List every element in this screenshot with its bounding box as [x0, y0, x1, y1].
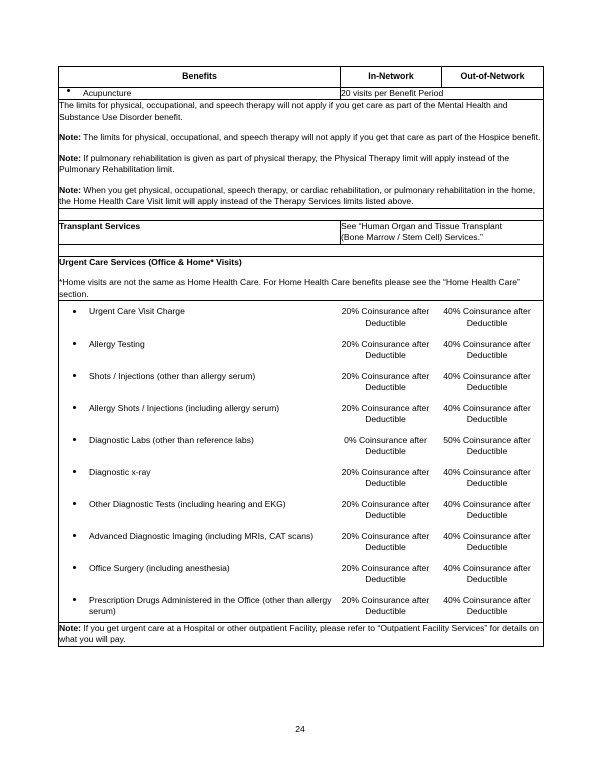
therapy-note-home [59, 185, 543, 208]
bullet-icon [73, 502, 76, 505]
service-out-of-network-value: 40% Coinsurance after Deductible [443, 562, 531, 585]
bullet-icon [73, 566, 76, 569]
service-row [65, 467, 538, 499]
service-name: Advanced Diagnostic Imaging (including MRIs, CAT scans) [89, 530, 314, 541]
therapy-paragraph-1 [59, 100, 543, 123]
section-spacer-row [59, 208, 544, 220]
transplant-value-line-1: See “Human Organ and Tissue Transplant [341, 220, 502, 231]
note-text: When you get physical, occupational, speech therapy, or cardiac rehabilitation, or pulmonary rehabilitation in the home, the Home Health Care Visit limit will apply instead of the Therapy Services limits listed above. [59, 184, 536, 207]
service-in-network-value: 20% Coinsurance after Deductible [341, 562, 430, 585]
transplant-value-line-2: (Bone Marrow / Stem Cell) Services.” [341, 232, 483, 243]
acupuncture-bullet-list [59, 88, 340, 100]
bullet-icon [73, 374, 76, 377]
note-label: Note: [59, 152, 81, 163]
service-name-cell [65, 403, 335, 435]
acupuncture-benefit-cell [59, 87, 341, 100]
acupuncture-value: 20 visits per Benefit Period [341, 87, 444, 98]
service-in-network-value: 20% Coinsurance after Deductible [341, 498, 430, 521]
table-row [59, 87, 544, 100]
service-in-network-value: 20% Coinsurance after Deductible [341, 466, 430, 489]
bullet-icon [73, 406, 76, 409]
bullet-icon [67, 89, 70, 92]
urgent-care-services-wrap [59, 301, 543, 621]
bullet-icon [73, 470, 76, 473]
table-row [59, 622, 544, 646]
service-name: Urgent Care Visit Charge [89, 306, 185, 317]
service-out-of-network-value: 40% Coinsurance after Deductible [443, 306, 531, 328]
table-header-row [59, 67, 544, 88]
service-name: Diagnostic Labs (other than reference labs) [89, 434, 254, 445]
acupuncture-value-cell [341, 87, 544, 100]
service-name: Shots / Injections (other than allergy serum) [89, 370, 256, 381]
service-row [65, 499, 538, 531]
therapy-paragraph-1-text: The limits for physical, occupational, and speech therapy will not apply if you get care as part of the Mental Health and Substance Use Disorder benefit. [59, 100, 508, 122]
transplant-services-title: Transplant Services [59, 220, 141, 231]
transplant-services-value-cell [341, 220, 544, 244]
section-spacer-row [59, 244, 544, 256]
service-row [65, 403, 538, 435]
note-text: If pulmonary rehabilitation is given as part of physical therapy, the Physical Therapy limit will apply instead of the Pulmonary Rehabilitation limit. [59, 152, 510, 175]
urgent-care-services-cell [59, 301, 544, 622]
service-out-of-network-value: 40% Coinsurance after Deductible [443, 498, 531, 521]
urgent-care-title: Urgent Care Services (Office & Home* Visits) [59, 256, 242, 267]
bullet-icon [73, 534, 76, 537]
service-in-network-value: 20% Coinsurance after Deductible [341, 402, 430, 425]
service-in-network-value: 20% Coinsurance after Deductible [341, 594, 430, 617]
therapy-note-hospice [59, 132, 543, 144]
service-name: Allergy Testing [89, 338, 145, 349]
service-name: Office Surgery (including anesthesia) [89, 562, 230, 573]
bullet-icon [73, 598, 76, 601]
service-name-cell [65, 467, 335, 499]
service-out-of-network-value: 40% Coinsurance after Deductible [443, 370, 531, 393]
therapy-notes-cell [59, 100, 544, 209]
service-out-of-network-value: 40% Coinsurance after Deductible [443, 594, 531, 617]
table-row [59, 100, 544, 209]
urgent-care-closing-note-cell [59, 622, 544, 646]
service-name-cell [65, 371, 335, 403]
service-in-network-value: 20% Coinsurance after Deductible [341, 370, 430, 393]
service-name-cell [65, 595, 335, 622]
acupuncture-label: Acupuncture [83, 87, 132, 98]
table-row [59, 256, 544, 301]
note-label: Note: [59, 184, 81, 195]
service-row [65, 595, 538, 622]
note-label: Note: [59, 132, 81, 143]
note-text: If you get urgent care at a Hospital or other outpatient Facility, please refer to “Outpatient Facility Services” for details on what you will pay. [59, 622, 539, 645]
service-out-of-network-value: 40% Coinsurance after Deductible [443, 338, 531, 361]
page-number: 24 [295, 724, 305, 734]
urgent-care-footnote-text: *Home visits are not the same as Home Health Care. For Home Health Care benefits please see the “Home Health Care” section. [59, 277, 520, 299]
bullet-icon [73, 310, 76, 313]
service-name-cell [65, 563, 335, 595]
therapy-note-pulmonary [59, 153, 543, 176]
service-name-cell [65, 499, 335, 531]
service-name: Allergy Shots / Injections (including allergy serum) [89, 402, 280, 413]
service-name: Prescription Drugs Administered in the Office (other than allergy serum) [89, 594, 332, 617]
service-name-cell [65, 339, 335, 371]
service-name: Diagnostic x-ray [89, 466, 151, 477]
service-row [65, 531, 538, 563]
table-row [59, 220, 544, 244]
service-row [65, 563, 538, 595]
section-spacer [59, 244, 544, 256]
service-in-network-value: 0% Coinsurance after Deductible [344, 434, 427, 457]
service-row [65, 435, 538, 467]
section-spacer [59, 208, 544, 220]
transplant-services-label-cell [59, 220, 341, 244]
urgent-care-footnote [59, 277, 543, 300]
service-name-cell [65, 435, 335, 467]
column-header-benefits: Benefits [59, 67, 341, 88]
bullet-icon [73, 342, 76, 345]
column-header-in-network: In-Network [341, 67, 442, 88]
service-name-cell [65, 531, 335, 563]
service-in-network-value: 20% Coinsurance after Deductible [341, 306, 430, 328]
table-row [59, 301, 544, 622]
service-out-of-network-value: 40% Coinsurance after Deductible [443, 466, 531, 489]
service-row [65, 339, 538, 371]
service-in-network-value: 20% Coinsurance after Deductible [341, 338, 430, 361]
service-name-cell [65, 306, 335, 338]
urgent-care-services-table [65, 306, 538, 621]
list-item [59, 88, 340, 100]
service-name: Other Diagnostic Tests (including hearing and EKG) [89, 498, 286, 509]
note-label: Note: [59, 622, 81, 633]
service-in-network-value: 20% Coinsurance after Deductible [341, 530, 430, 553]
service-row [65, 306, 538, 338]
service-out-of-network-value: 40% Coinsurance after Deductible [443, 402, 531, 425]
column-header-out-of-network: Out-of-Network [442, 67, 544, 88]
benefits-table [58, 66, 544, 647]
urgent-care-services-body [65, 306, 538, 621]
urgent-care-header-cell [59, 256, 544, 301]
note-text: The limits for physical, occupational, and speech therapy will not apply if you get that care as part of the Hospice benefit. [80, 132, 541, 143]
bullet-icon [73, 438, 76, 441]
service-out-of-network-value: 50% Coinsurance after Deductible [443, 434, 531, 457]
service-row [65, 371, 538, 403]
urgent-care-title-wrap [59, 257, 543, 269]
service-out-of-network-value: 40% Coinsurance after Deductible [443, 530, 531, 553]
